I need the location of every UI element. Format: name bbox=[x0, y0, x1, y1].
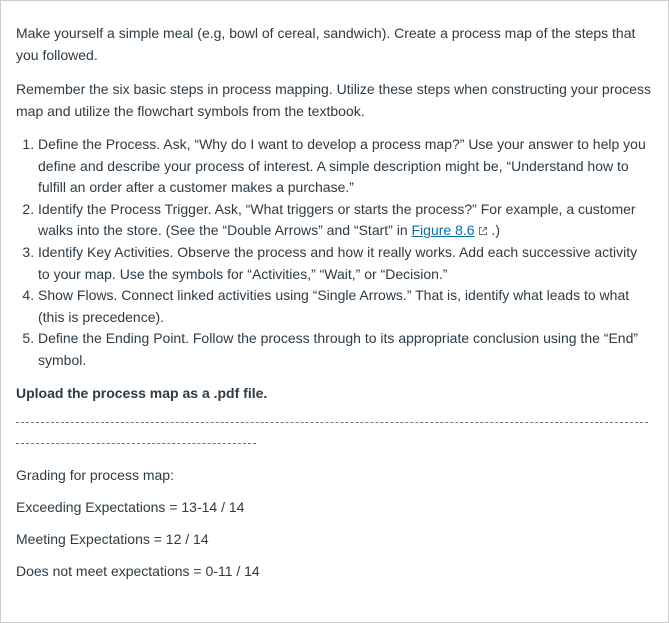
process-mapping-steps bbox=[16, 134, 652, 372]
figure-8-6-link[interactable]: Figure 8.6 bbox=[411, 222, 475, 239]
dashed-divider-short bbox=[16, 443, 256, 444]
intro-paragraph-2: Remember the six basic steps in process mapping. Utilize these steps when constructing your process map and utilize the flowchart symbols from the textbook. bbox=[16, 81, 651, 119]
assignment-description bbox=[16, 22, 652, 582]
dashed-divider bbox=[16, 422, 648, 423]
grade-meeting: Meeting Expectations = 12 / 14 bbox=[16, 530, 209, 547]
intro-paragraph-1: Make yourself a simple meal (e.g, bowl of cereal, sandwich). Create a process map of the steps that you followed. bbox=[16, 25, 636, 63]
step-item: 1. Define the Process. Ask, “Why do I want to develop a process map?” Use your answer to help you define and describe your process of interest. A simple description might be, “Understand how to fulfill an order after a customer makes a purchase.” bbox=[38, 134, 652, 199]
step-item: 4. Show Flows. Connect linked activities using “Single Arrows.” That is, identify what leads to what (this is precedence). bbox=[38, 285, 652, 328]
step-item: 3. Identify Key Activities. Observe the process and how it really works. Add each successive activity to your map. Use the symbols for “Activities,” “Wait,” or “Decision.” bbox=[38, 242, 652, 285]
step-item bbox=[38, 199, 652, 242]
step-text: Identify the Process Trigger. Ask, “What triggers or starts the process?” For example, a customer walks into the store. (See the “Double Arrows” and “Start” in bbox=[38, 200, 636, 239]
grading-heading: Grading for process map: bbox=[16, 466, 174, 483]
step-text-end: .) bbox=[487, 222, 500, 239]
external-link-icon[interactable] bbox=[478, 226, 488, 236]
upload-instruction: Upload the process map as a .pdf file. bbox=[16, 384, 268, 401]
grade-exceeding: Exceeding Expectations = 13-14 / 14 bbox=[16, 498, 245, 515]
grade-not-meet: Does not meet expectations = 0-11 / 14 bbox=[16, 562, 260, 579]
step-item: 5. Define the Ending Point. Follow the process through to its appropriate conclusion using the “End” symbol. bbox=[38, 328, 652, 371]
